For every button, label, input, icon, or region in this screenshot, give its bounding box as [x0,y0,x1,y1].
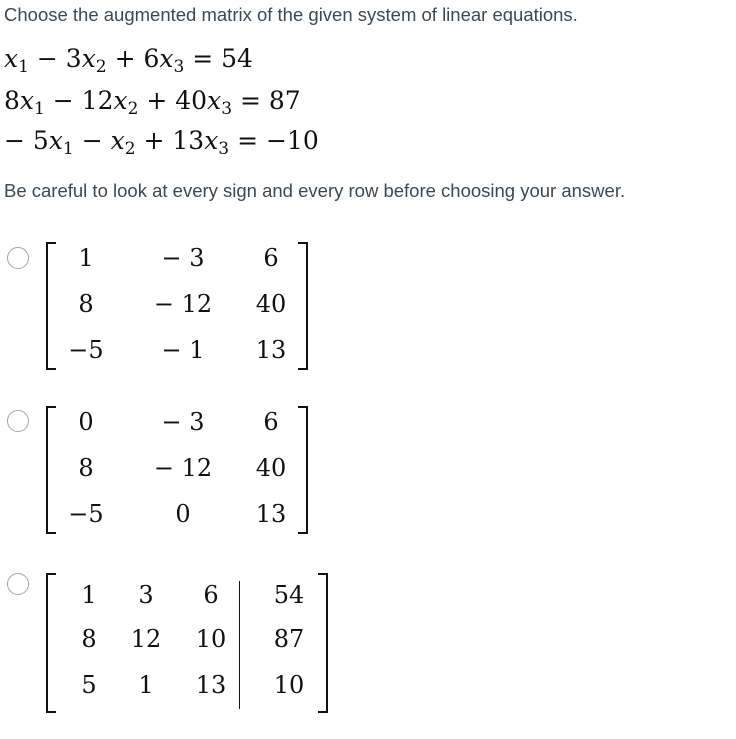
matrix-cell: 6 [203,581,219,609]
matrix-cell: 40 [255,454,287,482]
matrix-cell: 8 [78,454,94,482]
equation-3: − $5x_1 - x_2 + 13x_3 = -10$ [4,126,319,159]
matrix-cell: 0 [175,500,191,528]
matrix-cell: 6 [263,244,279,272]
matrix-cell: 1 [138,671,154,699]
question-note: Be careful to look at every sign and every row before choosing your answer. [4,180,626,201]
equation-2: $8x_1 - 12x_2 + 40x_3 = 87$ [4,86,301,119]
matrix-cell: − 12 [153,454,213,482]
matrix-cell: − 1 [161,336,205,364]
left-bracket [46,573,56,713]
matrix-cell: 8 [81,625,97,653]
right-bracket [318,573,328,713]
matrix-cell: 8 [78,290,94,318]
augment-divider [239,581,240,709]
matrix-cell: 10 [195,625,227,653]
right-bracket [298,406,308,534]
matrix-cell: 1 [81,581,97,609]
option-b-matrix [46,406,308,534]
matrix-cell: 6 [263,408,279,436]
matrix-cell: 1 [78,244,94,272]
matrix-cell: − 3 [161,244,205,272]
equation-1: $x_1 - 3x_2 + 6x_3 = 54$ [4,44,253,77]
left-bracket [46,242,56,370]
matrix-cell: 13 [195,671,227,699]
option-c-radio[interactable] [7,573,29,595]
matrix-cell: 13 [255,336,287,364]
matrix-cell: 10 [273,671,305,699]
matrix-cell: −5 [68,500,104,528]
matrix-cell: 3 [138,581,154,609]
matrix-cell: 5 [81,671,97,699]
left-bracket [46,406,56,534]
matrix-cell: 54 [273,581,305,609]
matrix-cell: 87 [273,625,305,653]
matrix-cell: − 12 [153,290,213,318]
matrix-cell: − 3 [161,408,205,436]
matrix-cell: 12 [130,625,162,653]
matrix-cell: 13 [255,500,287,528]
matrix-cell: −5 [68,336,104,364]
option-a-radio[interactable] [7,247,29,269]
option-c-matrix [46,573,328,713]
option-b-radio[interactable] [7,410,29,432]
matrix-cell: 40 [255,290,287,318]
right-bracket [298,242,308,370]
matrix-cell: 0 [78,408,94,436]
option-a-matrix [46,242,308,370]
question-prompt: Choose the augmented matrix of the given system of linear equations. [4,4,578,25]
